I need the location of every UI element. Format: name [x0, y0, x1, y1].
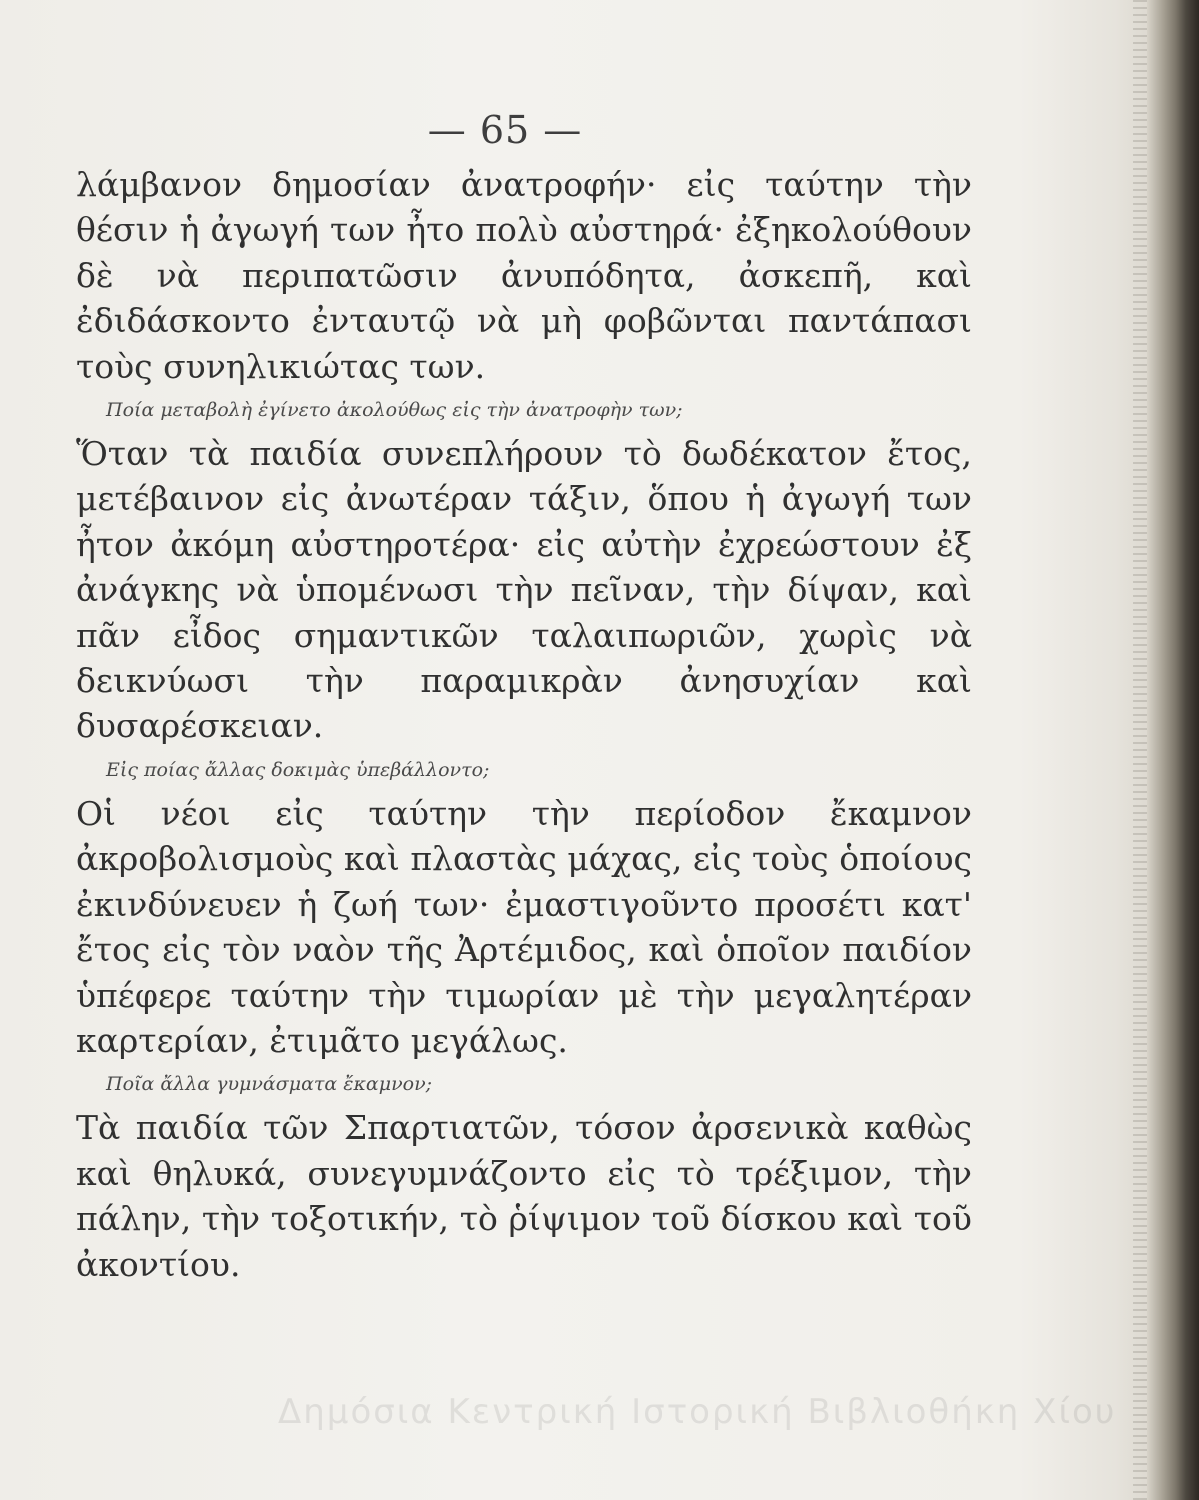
paragraph-upbringing-continued: λάμβανον δημοσίαν ἀνατροφήν· εἰς ταύτην τὴν θέσιν ἡ ἀγωγή των ἦτο πολὺ αὐστηρά· ἐξηκολούθουν δὲ νὰ περιπατῶσιν ἀνυπόδητα, ἀσκεπῆ, καὶ ἐδιδάσκοντο ἐνταυτῷ νὰ μὴ φοβῶνται παντάπασι τοὺς συνηλικιώτας των. [76, 165, 972, 386]
page-number: — 65 — [427, 108, 583, 152]
question-other-exercises: Ποῖα ἄλλα γυμνάσματα ἔκαμνον; [106, 1073, 433, 1096]
paragraph-twelfth-year: Ὅταν τὰ παιδία συνεπλήρουν τὸ δωδέκατον ἔτος, μετέβαινον εἰς ἀνωτέραν τάξιν, ὅπου ἡ ἀγωγή των ἦτον ἀκόμη αὐστηροτέρα· εἰς αὐτὴν ἐχρεώστουν ἐξ ἀνάγκης νὰ ὑπομένωσι τὴν πεῖναν, τὴν δίψαν, καὶ πᾶν εἶδος σημαντικῶν ταλαιπωριῶν, χωρὶς νὰ δεικνύωσι τὴν παραμικρὰν ἀνησυχίαν καὶ δυσαρέσκειαν. [76, 434, 972, 746]
library-watermark: Δημόσια Κεντρική Ιστορική Βιβλιοθήκη Χίου [278, 1392, 1117, 1432]
paragraph-skirmishes-and-flogging: Οἱ νέοι εἰς ταύτην τὴν περίοδον ἔκαμνον ἀκροβολισμοὺς καὶ πλαστὰς μάχας, εἰς τοὺς ὁποίους ἐκινδύνευεν ἡ ζωή των· ἐμαστιγοῦντο προσέτι κατ' ἔτος εἰς τὸν ναὸν τῆς Ἀρτέμιδος, καὶ ὁποῖον παιδίον ὑπέφερε ταύτην τὴν τιμωρίαν μὲ τὴν μεγαλητέραν καρτερίαν, ἐτιμᾶτο μεγάλως. [76, 793, 972, 1060]
page-body [76, 162, 972, 1287]
question-change-in-upbringing: Ποία μεταβολὴ ἐγίνετο ἀκολούθως εἰς τὴν ἀνατροφὴν των; [106, 399, 683, 422]
page-edge-shadow [1133, 0, 1147, 1500]
question-other-trials: Εἰς ποίας ἄλλας δοκιμὰς ὑπεβάλλοντο; [106, 758, 490, 781]
book-spine [1147, 0, 1199, 1500]
paragraph-spartan-exercises: Τὰ παιδία τῶν Σπαρτιατῶν, τόσον ἀρσενικὰ καθὼς καὶ θηλυκά, συνεγυμνάζοντο εἰς τὸ τρέξιμον, τὴν πάλην, τὴν τοξοτικήν, τὸ ῥίψιμον τοῦ δίσκου καὶ τοῦ ἀκοντίου. [76, 1108, 972, 1284]
